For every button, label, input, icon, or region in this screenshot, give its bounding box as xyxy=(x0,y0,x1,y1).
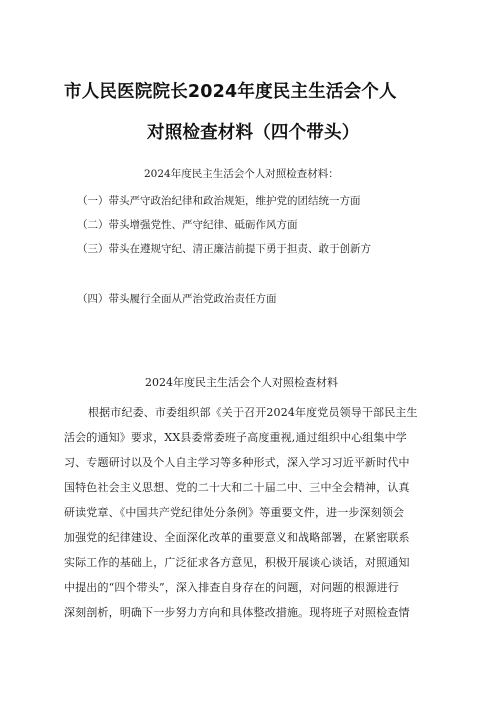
document-title-line-1: 市人民医院院长2024年度民主生活会个人 xyxy=(64,82,397,102)
body-paragraph-line: 中提出的“四个带头”，深入排查自身存在的问题，对问题的根源进行 xyxy=(64,581,399,594)
section-title: 2024年度民主生活会个人对照检查材料 xyxy=(145,376,338,389)
body-paragraph-line: 实际工作的基础上，广泛征求各方意见，积极开展谈心谈话，对照通知 xyxy=(64,556,410,569)
toc-item: （三）带头在遵规守纪、清正廉洁前提下勇于担责、敢于创新方 xyxy=(77,243,371,255)
body-paragraph-line: 活会的通知》要求，XX县委常委班子高度重视,通过组织中心组集中学 xyxy=(64,431,407,444)
toc-item: （二）带头增强党性、严守纪律、砥砺作风方面 xyxy=(77,219,298,231)
toc-item: （四）带头履行全面从严治党政治责任方面 xyxy=(77,293,277,305)
body-paragraph-line: 加强党的纪律建设、全面深化改革的重要意义和战略部署，在紧密联系 xyxy=(64,531,410,544)
body-paragraph-line: 国特色社会主义思想、党的二十大和二十届二中、三中全会精神，认真 xyxy=(64,481,410,494)
toc-heading: 2024年度民主生活会个人对照检查材料： xyxy=(144,168,339,180)
body-paragraph-line: 研读党章、《中国共产党纪律处分条例》等重要文件，进一步深刻领会 xyxy=(64,506,405,519)
document-title-line-2: 对照检查材料（四个带头） xyxy=(147,123,360,143)
body-paragraph-line: 根据市纪委、市委组织部《关于召开2024年度党员领导干部民主生 xyxy=(88,406,418,419)
body-paragraph-line: 习、专题研讨以及个人自主学习等多种形式，深入学习习近平新时代中 xyxy=(64,456,410,469)
body-paragraph-line: 深刻剖析，明确下一步努力方向和具体整改措施。现将班子对照检查情 xyxy=(64,606,410,619)
toc-item: （一）带头严守政治纪律和政治规矩，维护党的团结统一方面 xyxy=(77,195,361,207)
